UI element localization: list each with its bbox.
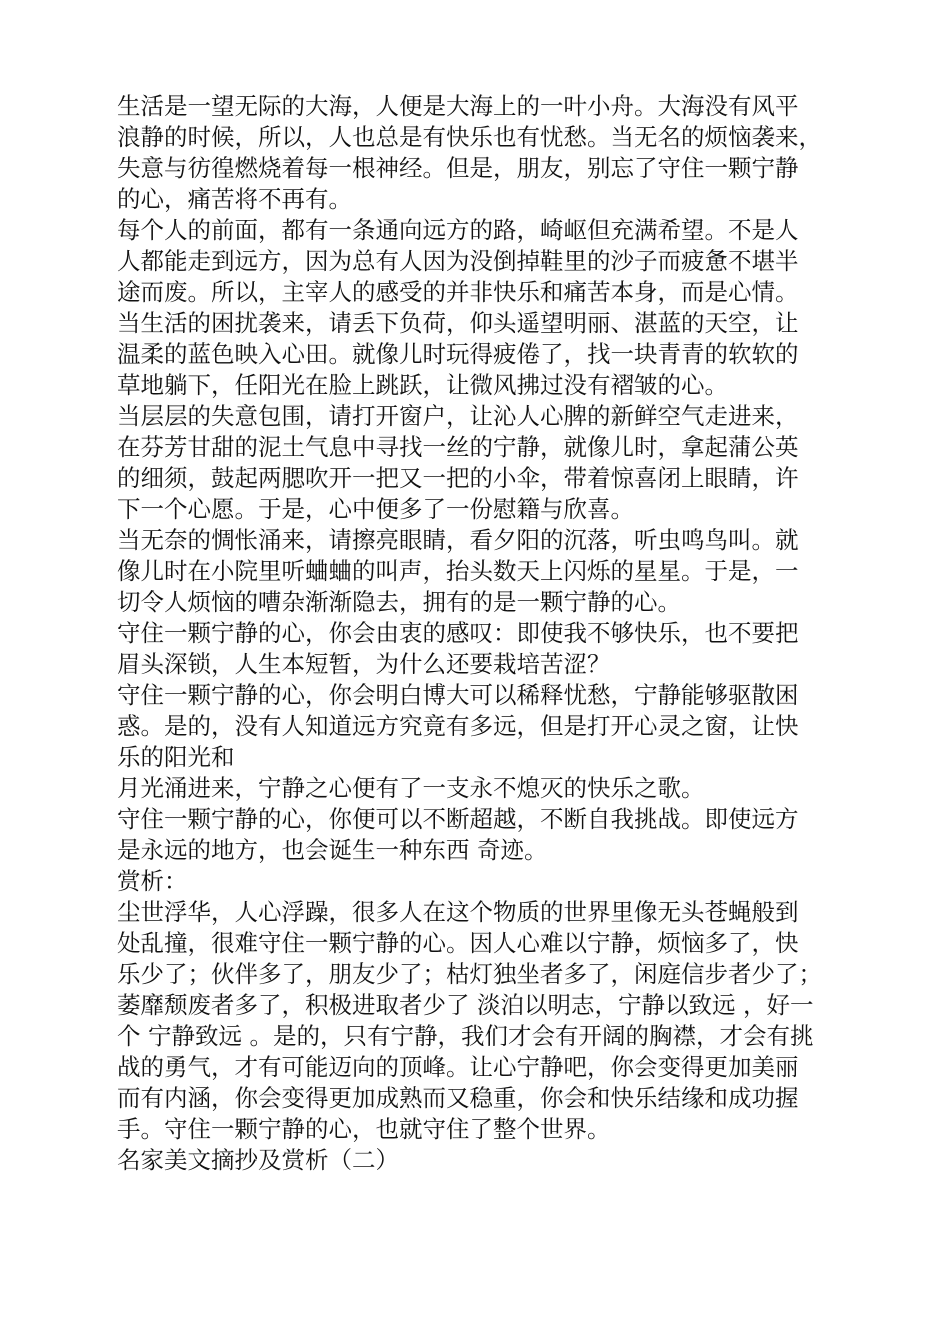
text-line: 生活是一望无际的大海，人便是大海上的一叶小舟。大海没有风平: [117, 92, 799, 120]
text-line: 草地躺下，任阳光在脸上跳跃，让微风拂过没有褶皱的心。: [117, 371, 728, 399]
text-line: 眉头深锁，人生本短暂，为什么还要栽培苦涩？: [117, 650, 611, 678]
text-line: 当无奈的惆怅涌来，请擦亮眼睛，看夕阳的沉落，听虫鸣鸟叫。就: [117, 526, 799, 554]
text-line: 人都能走到远方，因为总有人因为没倒掉鞋里的沙子而疲惫不堪半: [117, 247, 799, 275]
text-line: 守住一颗宁静的心，你会由衷的感叹：即使我不够快乐，也不要把: [117, 619, 799, 647]
text-line: 惑。是的，没有人知道远方究竟有多远，但是打开心灵之窗，让快: [117, 712, 799, 740]
text-line: 守住一颗宁静的心，你会明白博大可以稀释忧愁，宁静能够驱散困: [117, 681, 799, 709]
text-line: 温柔的蓝色映入心田。就像儿时玩得疲倦了，找一块青青的软软的: [117, 340, 799, 368]
text-line: 切令人烦恼的嘈杂渐渐隐去，拥有的是一颗宁静的心。: [117, 588, 681, 616]
text-line: 在芬芳甘甜的泥土气息中寻找一丝的宁静，就像儿时，拿起蒲公英: [117, 433, 799, 461]
text-line: 失意与彷徨燃烧着每一根神经。但是，朋友，别忘了守住一颗宁静: [117, 154, 799, 182]
text-line: 途而废。所以，主宰人的感受的并非快乐和痛苦本身，而是心情。: [117, 278, 799, 306]
text-line: 个 宁静致远 。是的，只有宁静，我们才会有开阔的胸襟，才会有挑: [117, 1022, 814, 1050]
text-line: 尘世浮华，人心浮躁，很多人在这个物质的世界里像无头苍蝇般到: [117, 898, 799, 926]
text-line: 的心，痛苦将不再有。: [117, 185, 352, 213]
text-line: 当生活的困扰袭来，请丢下负荷，仰头遥望明丽、湛蓝的天空，让: [117, 309, 799, 337]
text-line: 守住一颗宁静的心，你便可以不断超越，不断自我挑战。即使远方: [117, 805, 799, 833]
text-line: 而有内涵，你会变得更加成熟而又稳重，你会和快乐结缘和成功握: [117, 1084, 799, 1112]
text-line: 处乱撞，很难守住一颗宁静的心。因人心难以宁静，烦恼多了，快: [117, 929, 799, 957]
section-title-next: 名家美文摘抄及赏析（二）: [117, 1146, 399, 1174]
text-line: 手。守住一颗宁静的心，也就守住了整个世界。: [117, 1115, 611, 1143]
text-line: 战的勇气，才有可能迈向的顶峰。让心宁静吧，你会变得更加美丽: [117, 1053, 799, 1081]
text-line: 萎靡颓废者多了，积极进取者少了 淡泊以明志，宁静以致远 ，好一: [117, 991, 814, 1019]
text-line: 每个人的前面，都有一条通向远方的路，崎岖但充满希望。不是人: [117, 216, 799, 244]
document-body: [117, 91, 837, 1176]
text-line: 下一个心愿。于是，心中便多了一份慰籍与欣喜。: [117, 495, 634, 523]
text-line: 月光涌进来，宁静之心便有了一支永不熄灭的快乐之歌。: [117, 774, 705, 802]
text-line: 浪静的时候，所以，人也总是有快乐也有忧愁。当无名的烦恼袭来，: [117, 123, 822, 151]
text-line: 的细须，鼓起两腮吹开一把又一把的小伞，带着惊喜闭上眼睛，许: [117, 464, 799, 492]
text-line: 像儿时在小院里听蛐蛐的叫声，抬头数天上闪烁的星星。于是，一: [117, 557, 799, 585]
section-heading-appreciation: 赏析：: [117, 867, 188, 895]
text-line: 乐少了；伙伴多了，朋友少了；枯灯独坐者多了，闲庭信步者少了；: [117, 960, 822, 988]
text-line: 乐的阳光和: [117, 743, 235, 771]
text-line: 是永远的地方，也会诞生一种东西 奇迹。: [117, 836, 548, 864]
text-line: 当层层的失意包围，请打开窗户，让沁人心脾的新鲜空气走进来，: [117, 402, 799, 430]
